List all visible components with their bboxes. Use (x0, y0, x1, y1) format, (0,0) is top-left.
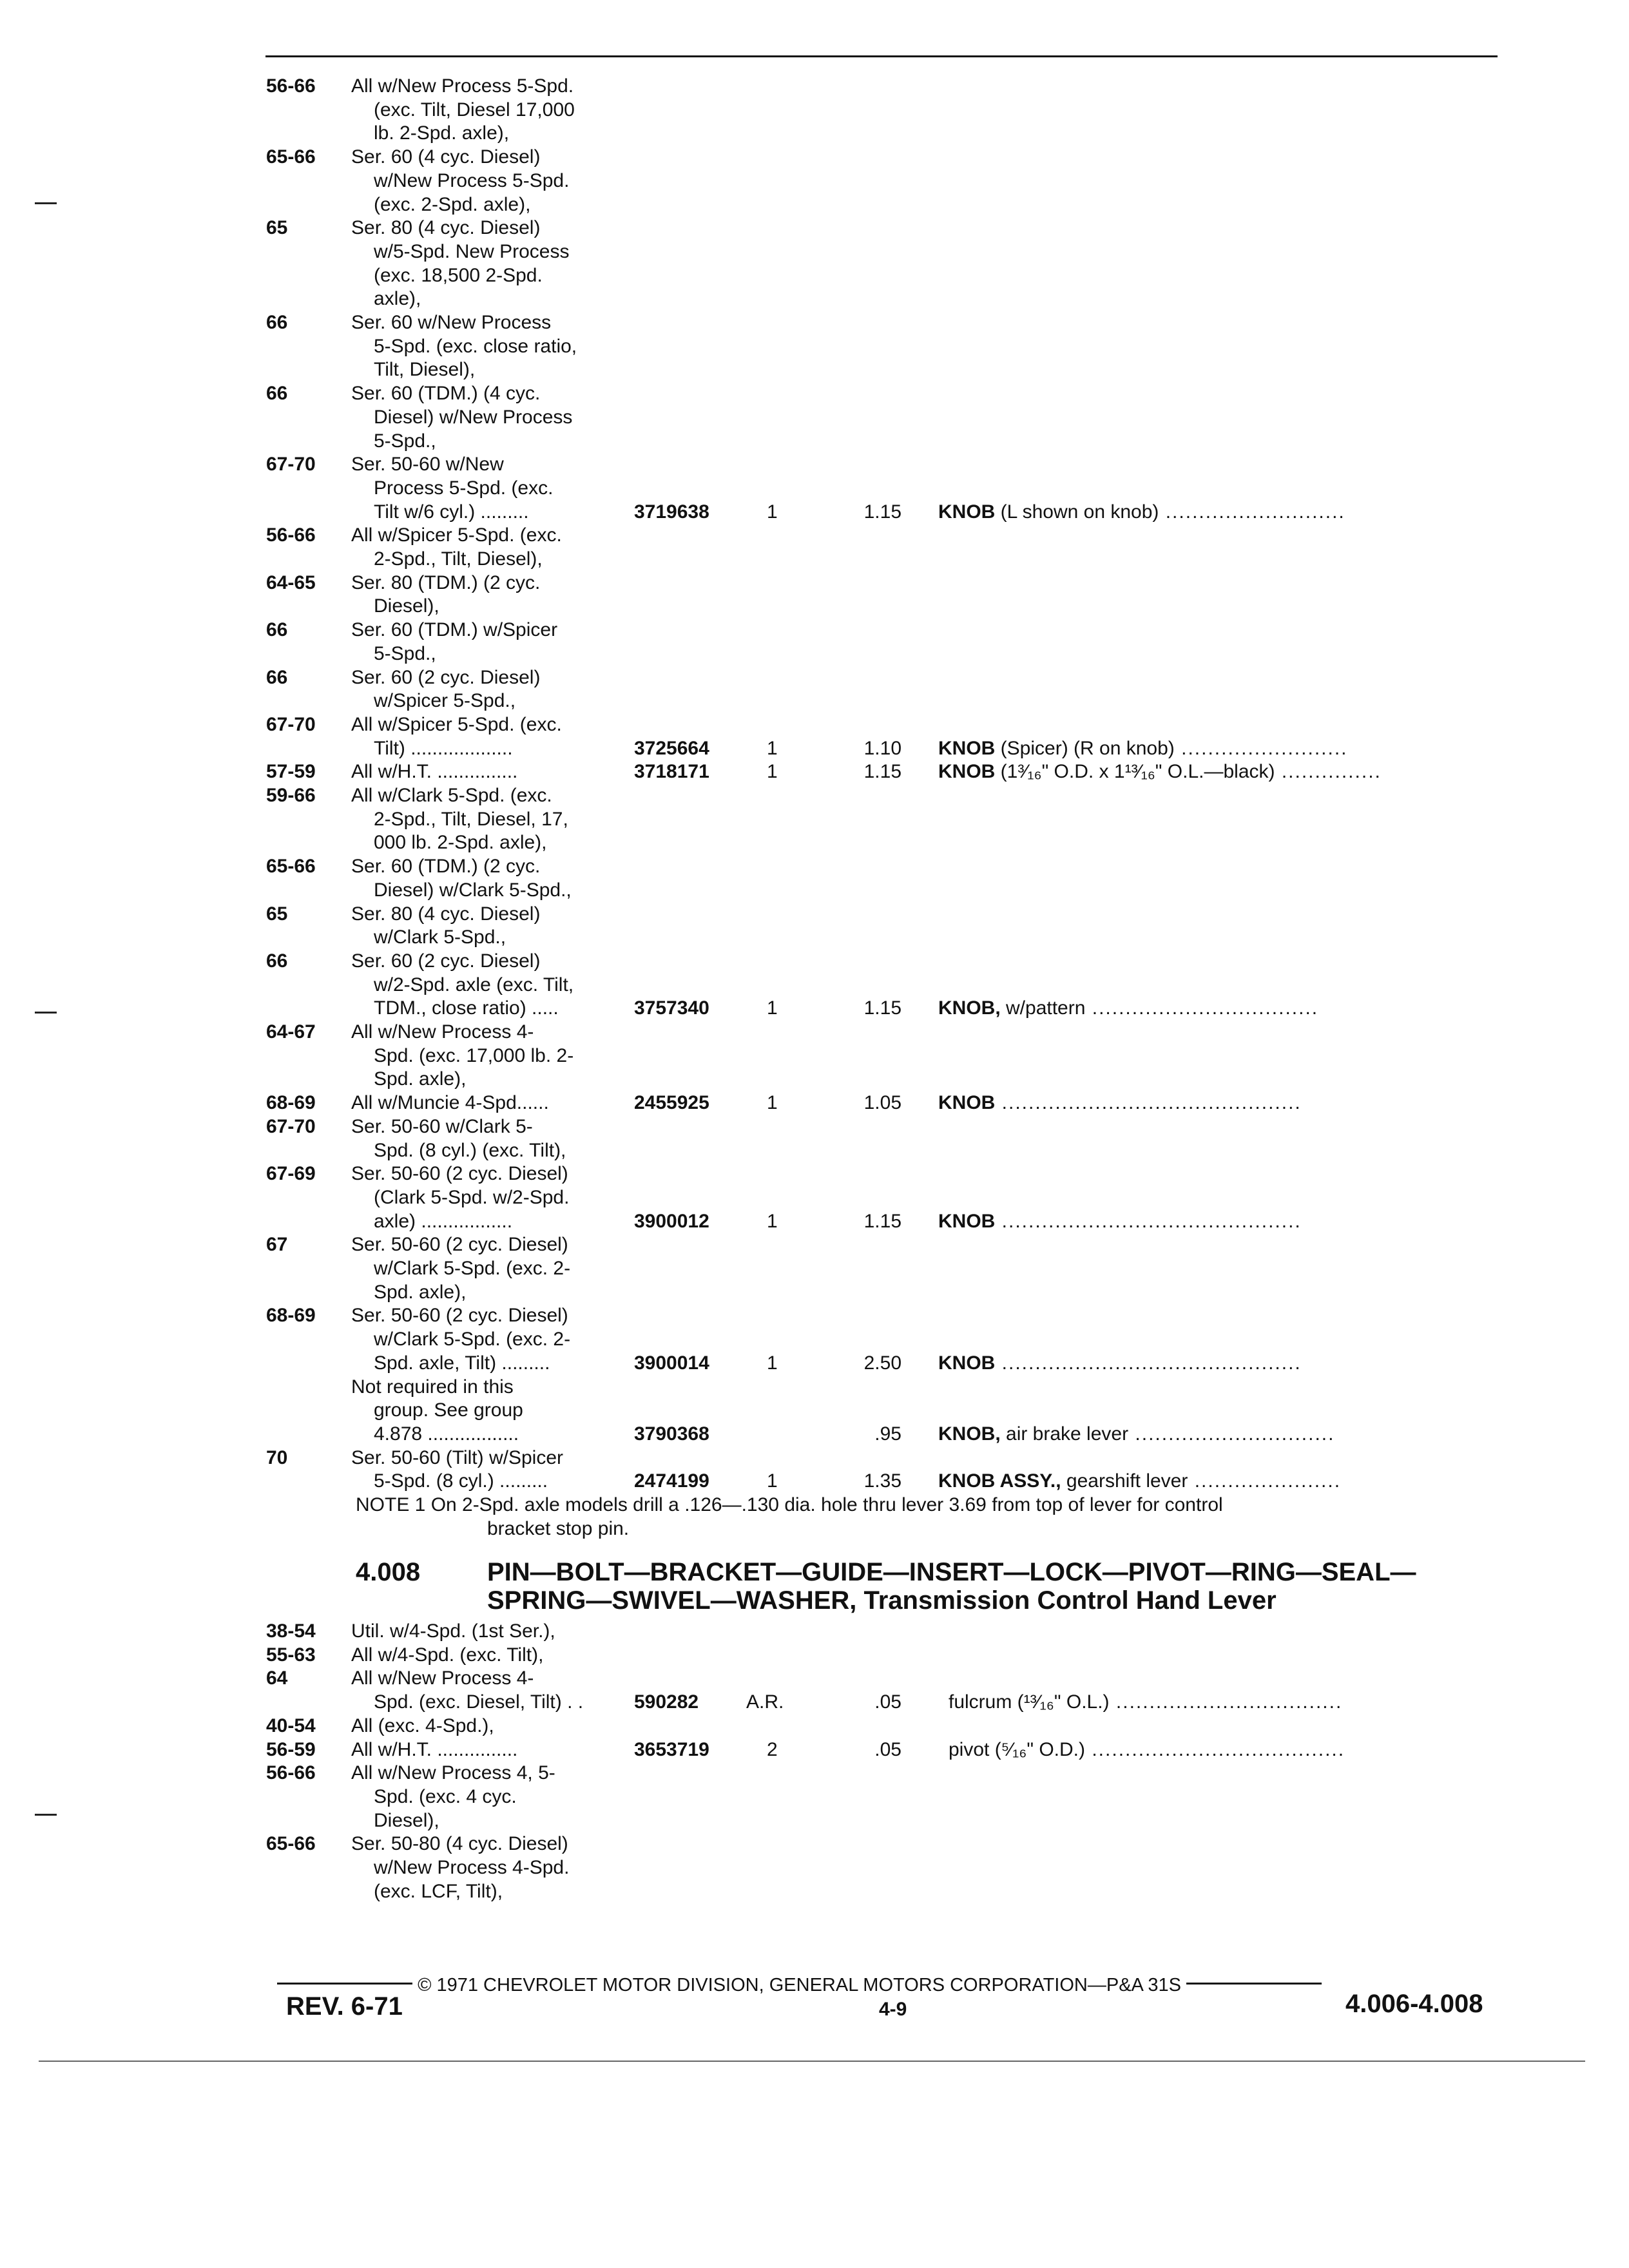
application-desc: All w/New Process 5-Spd. (351, 75, 574, 97)
table-row (0, 1091, 1629, 1115)
quantity: 1 (767, 1092, 778, 1114)
price: 1.05 (863, 1092, 901, 1114)
table-row (0, 311, 1629, 334)
application-desc: group. See group (374, 1399, 523, 1421)
application-desc: All w/New Process 4, 5- (351, 1762, 555, 1784)
application-desc: 2-Spd., Tilt, Diesel), (374, 548, 543, 570)
model-years: 56-59 (266, 1738, 316, 1760)
application-desc: (Clark 5-Spd. w/2-Spd. (374, 1186, 570, 1208)
application-desc: (exc. 18,500 2-Spd. (374, 264, 543, 286)
application-desc: (exc. LCF, Tilt), (374, 1880, 503, 1902)
table-row (0, 1517, 1629, 1541)
table-row (0, 1856, 1629, 1879)
application-desc: 4.878 ................. (374, 1423, 519, 1445)
part-name-bold: KNOB (938, 501, 996, 523)
application-desc: Ser. 60 w/New Process (351, 312, 552, 333)
table-row (0, 996, 1629, 1020)
table-row (0, 760, 1629, 783)
price: 1.15 (863, 501, 901, 523)
footer-dash (277, 1974, 412, 1984)
part-name (938, 1422, 1499, 1446)
application-desc: Ser. 60 (2 cyc. Diesel) (351, 666, 541, 688)
application-desc: Ser. 50-60 w/Clark 5- (351, 1115, 533, 1137)
table-row (0, 949, 1629, 973)
application-desc: 5-Spd. (exc. close ratio, (374, 335, 577, 357)
table-row (0, 1422, 1629, 1446)
application-desc: Ser. 60 (TDM.) (4 cyc. (351, 383, 541, 405)
application-desc: w/2-Spd. axle (exc. Tilt, (374, 974, 574, 995)
part-number: 3653719 (634, 1738, 709, 1760)
dot-leader: ........................... (1159, 501, 1345, 523)
application-desc: Diesel), (374, 595, 439, 617)
part-number: 3719638 (634, 501, 709, 523)
application-desc: w/Clark 5-Spd., (374, 927, 506, 948)
table-row (0, 523, 1629, 547)
table-row (0, 783, 1629, 807)
table-row (0, 666, 1629, 689)
table-row (0, 1666, 1629, 1690)
model-years: 65-66 (266, 856, 316, 878)
model-years: 40-54 (266, 1715, 316, 1736)
application-desc: Ser. 60 (4 cyc. Diesel) (351, 146, 541, 168)
part-name-bold: KNOB, (938, 1423, 1001, 1445)
application-desc: w/New Process 5-Spd. (374, 169, 570, 191)
part-name (938, 500, 1499, 524)
part-name (938, 736, 1499, 760)
table-row (0, 1785, 1629, 1809)
model-years: 64-67 (266, 1021, 316, 1043)
part-name-bold: KNOB, (938, 997, 1001, 1019)
table-row (0, 381, 1629, 405)
table-row (0, 1761, 1629, 1785)
table-row (0, 287, 1629, 311)
dot-leader: .............................. (1128, 1423, 1335, 1445)
model-years: 55-63 (266, 1644, 316, 1666)
table-row (0, 500, 1629, 524)
application-desc: Ser. 60 (TDM.) (2 cyc. (351, 856, 541, 878)
table-row (0, 689, 1629, 713)
application-desc: Util. w/4-Spd. (1st Ser.), (351, 1620, 555, 1642)
dot-leader: ...................................... (1085, 1738, 1345, 1760)
model-years: 66 (266, 666, 288, 688)
dot-leader: ............................................. (995, 1092, 1302, 1114)
quantity: 2 (767, 1738, 778, 1760)
table-row (0, 1879, 1629, 1903)
table-row (0, 807, 1629, 831)
price: 1.15 (863, 761, 901, 783)
page-number: 4-9 (879, 1999, 907, 2020)
section-title-line1: PIN—BOLT—BRACKET—GUIDE—INSERT—LOCK—PIVOT—RING—SEAL— (487, 1558, 1416, 1586)
model-years: 68-69 (266, 1092, 316, 1114)
table-row (0, 1690, 1629, 1714)
table-row (0, 1809, 1629, 1832)
table-row (0, 1643, 1629, 1667)
application-desc: axle), (374, 288, 421, 310)
model-years: 66 (266, 950, 288, 972)
model-years: 68-69 (266, 1305, 316, 1327)
dot-leader: ............................................. (995, 1210, 1302, 1232)
table-row (0, 1738, 1629, 1762)
table-row (0, 594, 1629, 618)
footer-dash (1186, 1974, 1322, 1984)
table-row (0, 1303, 1629, 1327)
table-row (0, 98, 1629, 122)
table-row (0, 1832, 1629, 1856)
part-number: 3900012 (634, 1210, 709, 1232)
application-desc: All w/4-Spd. (exc. Tilt), (351, 1644, 544, 1666)
part-number: 3900014 (634, 1352, 709, 1374)
dot-leader: .................................. (1085, 997, 1319, 1019)
table-row (0, 1044, 1629, 1068)
application-desc: Ser. 50-60 (2 cyc. Diesel) (351, 1163, 568, 1185)
table-row (0, 74, 1629, 98)
application-desc: Spd. (exc. 17,000 lb. 2- (374, 1044, 574, 1066)
application-desc: Diesel) w/Clark 5-Spd., (374, 879, 572, 901)
table-row (0, 476, 1629, 500)
application-desc: Spd. (exc. 4 cyc. (374, 1785, 517, 1807)
table-row (0, 1493, 1629, 1517)
model-years: 64-65 (266, 572, 316, 593)
application-desc: Ser. 50-80 (4 cyc. Diesel) (351, 1833, 568, 1855)
part-name-bold: KNOB (938, 1092, 996, 1114)
quantity: 1 (767, 761, 778, 783)
application-desc: axle) ................. (374, 1210, 513, 1232)
price: 1.35 (863, 1470, 901, 1492)
table-row (0, 925, 1629, 949)
section-title-line2: SPRING—SWIVEL—WASHER, Transmission Control Hand Lever (487, 1586, 1277, 1615)
price: .05 (874, 1738, 901, 1760)
application-desc: 000 lb. 2-Spd. axle), (374, 832, 547, 854)
application-desc: w/Clark 5-Spd. (exc. 2- (374, 1258, 571, 1279)
table-row (0, 452, 1629, 476)
part-number: 2455925 (634, 1092, 709, 1114)
application-desc: Ser. 50-60 w/New (351, 454, 504, 476)
application-desc: 5-Spd., (374, 430, 436, 452)
note-text: NOTE 1 On 2-Spd. axle models drill a .126—.130 dia. hole thru lever 3.69 from top of lever for control (356, 1494, 1223, 1515)
application-desc: 5-Spd., (374, 642, 436, 664)
table-row (0, 973, 1629, 997)
application-desc: All w/Spicer 5-Spd. (exc. (351, 713, 562, 735)
application-desc: lb. 2-Spd. axle), (374, 122, 510, 144)
application-desc: Spd. axle, Tilt) ......... (374, 1352, 550, 1374)
application-desc: All w/Spicer 5-Spd. (exc. (351, 524, 562, 546)
table-row (0, 736, 1629, 760)
part-name-bold: KNOB (938, 761, 996, 783)
application-desc: All w/Clark 5-Spd. (exc. (351, 785, 552, 806)
table-row (0, 145, 1629, 169)
bottom-rule (39, 2061, 1585, 2062)
model-years: 66 (266, 619, 288, 641)
model-years: 59-66 (266, 785, 316, 806)
application-desc: All w/Muncie 4-Spd...... (351, 1092, 549, 1114)
part-number: 2474199 (634, 1470, 709, 1492)
price: 1.10 (863, 737, 901, 759)
table-row (0, 405, 1629, 429)
table-row (0, 1398, 1629, 1422)
part-name-detail: w/pattern (1000, 997, 1086, 1019)
application-desc: 5-Spd. (8 cyl.) ......... (374, 1470, 548, 1492)
model-years: 57-59 (266, 761, 316, 783)
application-desc: (exc. 2-Spd. axle), (374, 193, 531, 215)
application-desc: Ser. 50-60 (2 cyc. Diesel) (351, 1305, 568, 1327)
model-years: 66 (266, 383, 288, 405)
table-row (0, 1209, 1629, 1233)
footer-copyright (277, 1974, 1322, 1997)
model-years: 70 (266, 1446, 288, 1468)
part-name-bold: KNOB (938, 1352, 996, 1374)
dot-leader: .................................. (1109, 1691, 1343, 1713)
note-text: bracket stop pin. (487, 1517, 630, 1539)
model-years: 65-66 (266, 1833, 316, 1855)
table-row (0, 618, 1629, 642)
table-row (0, 1067, 1629, 1091)
table-row (0, 193, 1629, 216)
application-desc: All w/H.T. ............... (351, 761, 518, 783)
table-row (0, 1256, 1629, 1280)
part-name (938, 1351, 1499, 1375)
price: 2.50 (863, 1352, 901, 1374)
part-name (938, 1091, 1499, 1115)
dot-leader: ...................... (1188, 1470, 1342, 1492)
dot-leader: ............... (1275, 761, 1382, 783)
table-row (0, 547, 1629, 571)
quantity: 1 (767, 997, 778, 1019)
part-name-bold: KNOB (938, 1210, 996, 1232)
application-desc: TDM., close ratio) ..... (374, 997, 559, 1019)
application-desc: Diesel) w/New Process (374, 406, 573, 428)
part-name (938, 1209, 1499, 1233)
application-desc: Spd. (exc. Diesel, Tilt) . . (374, 1691, 584, 1713)
part-name-detail: gearshift lever (1061, 1470, 1188, 1492)
price: 1.15 (863, 997, 901, 1019)
model-years: 56-66 (266, 75, 316, 97)
part-name-bold: KNOB ASSY., (938, 1470, 1061, 1492)
table-row (0, 713, 1629, 736)
quantity: 1 (767, 1470, 778, 1492)
quantity: 1 (767, 1352, 778, 1374)
table-row (0, 216, 1629, 240)
part-number: 590282 (634, 1691, 699, 1713)
quantity: A.R. (746, 1691, 784, 1713)
application-desc: Ser. 50-60 (Tilt) w/Spicer (351, 1446, 563, 1468)
application-desc: All (exc. 4-Spd.), (351, 1715, 494, 1736)
table-row (0, 1186, 1629, 1209)
model-years: 56-66 (266, 1762, 316, 1784)
table-row (0, 1280, 1629, 1304)
table-row (0, 1619, 1629, 1643)
dot-leader: ......................... (1174, 737, 1348, 759)
model-years: 64 (266, 1667, 288, 1689)
part-name (949, 1690, 1509, 1714)
application-desc: Spd. (8 cyl.) (exc. Tilt), (374, 1139, 566, 1161)
table-row (0, 1469, 1629, 1493)
application-desc: Ser. 80 (4 cyc. Diesel) (351, 217, 541, 239)
application-desc: (exc. Tilt, Diesel 17,000 (374, 99, 575, 120)
application-desc: Not required in this (351, 1376, 514, 1398)
application-desc: Diesel), (374, 1809, 439, 1831)
price: 1.15 (863, 1210, 901, 1232)
application-desc: Tilt, Diesel), (374, 359, 476, 381)
part-name-detail: (Spicer) (R on knob) (995, 737, 1175, 759)
table-row (0, 1375, 1629, 1399)
table-row (0, 1162, 1629, 1186)
application-desc: w/New Process 4-Spd. (374, 1857, 570, 1878)
section-number: 4.008 (356, 1558, 421, 1586)
part-name (938, 1469, 1499, 1493)
table-row (0, 854, 1629, 878)
table-row (0, 1139, 1629, 1162)
application-desc: w/Spicer 5-Spd., (374, 690, 516, 712)
part-name (949, 1738, 1509, 1762)
table-row (0, 121, 1629, 145)
model-years: 67-69 (266, 1163, 316, 1185)
table-row (0, 571, 1629, 595)
application-desc: Ser. 80 (TDM.) (2 cyc. (351, 572, 541, 593)
application-desc: Ser. 60 (TDM.) w/Spicer (351, 619, 558, 641)
application-desc: Spd. axle), (374, 1068, 467, 1090)
model-years: 67 (266, 1234, 288, 1256)
dot-leader: ............................................. (995, 1352, 1302, 1374)
application-desc: All w/H.T. ............... (351, 1738, 518, 1760)
table-row (0, 358, 1629, 381)
table-row (0, 642, 1629, 666)
table-row (0, 169, 1629, 193)
table-row (0, 878, 1629, 902)
part-number: 3757340 (634, 997, 709, 1019)
application-desc: Ser. 60 (2 cyc. Diesel) (351, 950, 541, 972)
table-row (0, 1020, 1629, 1044)
table-row (0, 1233, 1629, 1256)
copyright-text: © 1971 CHEVROLET MOTOR DIVISION, GENERAL MOTORS CORPORATION—P&A 31S (418, 1975, 1181, 1995)
part-name-bold: KNOB (938, 737, 996, 759)
model-years: 67-70 (266, 454, 316, 476)
price: .95 (874, 1423, 901, 1445)
application-desc: Tilt) ................... (374, 737, 513, 759)
quantity: 1 (767, 737, 778, 759)
part-name-detail: (L shown on knob) (995, 501, 1159, 523)
application-desc: Ser. 80 (4 cyc. Diesel) (351, 903, 541, 925)
model-years: 67-70 (266, 713, 316, 735)
table-row (0, 1714, 1629, 1738)
part-number: 3725664 (634, 737, 709, 759)
price: .05 (874, 1691, 901, 1713)
quantity: 1 (767, 1210, 778, 1232)
part-name-detail: (1³⁄₁₆" O.D. x 1¹³⁄₁₆" O.L.—black) (995, 761, 1275, 783)
table-row (0, 902, 1629, 926)
part-name (938, 996, 1499, 1020)
model-years: 65 (266, 217, 288, 239)
application-desc: All w/New Process 4- (351, 1021, 534, 1043)
part-name-detail: pivot (⁵⁄₁₆" O.D.) (949, 1738, 1086, 1760)
application-desc: Tilt w/6 cyl.) ......... (374, 501, 529, 523)
revision-label: REV. 6-71 (286, 1992, 403, 2021)
application-desc: 2-Spd., Tilt, Diesel, 17, (374, 808, 568, 830)
table-row (0, 1446, 1629, 1470)
table-row (0, 240, 1629, 264)
model-years: 66 (266, 312, 288, 333)
table-row (0, 1351, 1629, 1375)
part-number: 3718171 (634, 761, 709, 783)
part-name-detail: fulcrum (¹³⁄₁₆" O.L.) (949, 1691, 1110, 1713)
table-row (0, 1327, 1629, 1351)
model-years: 65-66 (266, 146, 316, 168)
table-row (0, 831, 1629, 854)
table-row (0, 334, 1629, 358)
table-row (0, 264, 1629, 287)
model-years: 65 (266, 903, 288, 925)
table-row (0, 1115, 1629, 1139)
part-name-detail: air brake lever (1000, 1423, 1129, 1445)
application-desc: All w/New Process 4- (351, 1667, 534, 1689)
application-desc: w/5-Spd. New Process (374, 240, 570, 262)
model-years: 56-66 (266, 524, 316, 546)
application-desc: Spd. axle), (374, 1281, 467, 1303)
application-desc: w/Clark 5-Spd. (exc. 2- (374, 1329, 571, 1350)
application-desc: Process 5-Spd. (exc. (374, 477, 554, 499)
part-name (938, 760, 1499, 783)
model-years: 38-54 (266, 1620, 316, 1642)
quantity: 1 (767, 501, 778, 523)
section-title (487, 1558, 1492, 1615)
part-number: 3790368 (634, 1423, 709, 1445)
group-range: 4.006-4.008 (1345, 1990, 1483, 2018)
table-row (0, 429, 1629, 453)
application-desc: Ser. 50-60 (2 cyc. Diesel) (351, 1234, 568, 1256)
model-years: 67-70 (266, 1115, 316, 1137)
